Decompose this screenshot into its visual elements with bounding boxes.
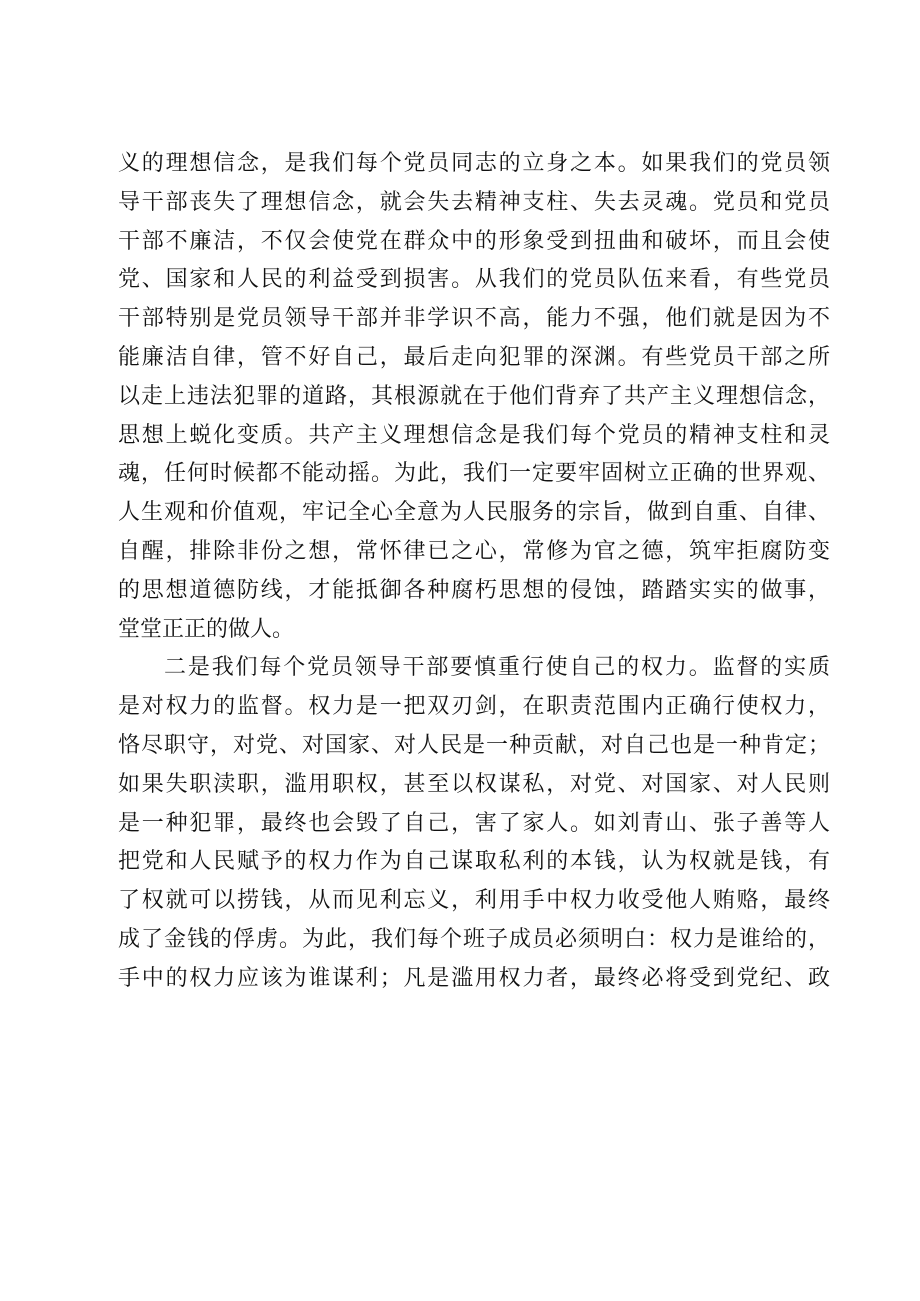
text-line: 以走上违法犯罪的道路，其根源就在于他们背弃了共产主义理想信念， [118,383,830,409]
text-line: 干部特别是党员领导干部并非学识不高，能力不强，他们就是因为不 [118,306,830,332]
text-line: 思想上蜕化变质。共产主义理想信念是我们每个党员的精神支柱和灵 [118,422,830,448]
text-line: 导干部丧失了理想信念，就会失去精神支柱、失去灵魂。党员和党员 [118,189,830,215]
text-line: 二是我们每个党员领导干部要慎重行使自己的权力。监督的实质 [164,655,830,681]
text-line: 义的理想信念，是我们每个党员同志的立身之本。如果我们的党员领 [118,151,830,176]
text-line: 干部不廉洁，不仅会使党在群众中的形象受到扭曲和破坏，而且会使 [118,228,830,254]
text-line: 手中的权力应该为谁谋利；凡是滥用权力者，最终必将受到党纪、政 [118,965,830,991]
text-line: 把党和人民赋予的权力作为自己谋取私利的本钱，认为权就是钱，有 [118,849,830,875]
text-line: 了权就可以捞钱，从而见利忘义，利用手中权力收受他人贿赂，最终 [118,888,830,914]
text-line: 如果失职渎职，滥用职权，甚至以权谋私，对党、对国家、对人民则 [118,771,830,797]
text-line: 恪尽职守，对党、对国家、对人民是一种贡献，对自己也是一种肯定； [118,732,830,758]
text-line: 堂堂正正的做人。 [118,616,295,642]
text-line: 是一种犯罪，最终也会毁了自己，害了家人。如刘青山、张子善等人 [118,810,830,836]
text-line: 人生观和价值观，牢记全心全意为人民服务的宗旨，做到自重、自律、 [118,500,830,526]
text-line: 党、国家和人民的利益受到损害。从我们的党员队伍来看，有些党员 [118,267,830,293]
text-line: 魂，任何时候都不能动摇。为此，我们一定要牢固树立正确的世界观、 [118,461,830,487]
text-line: 成了金钱的俘虏。为此，我们每个班子成员必须明白：权力是谁给的， [118,926,830,952]
text-line: 是对权力的监督。权力是一把双刃剑，在职责范围内正确行使权力， [118,694,830,720]
text-line: 自醒，排除非份之想，常怀律已之心，常修为官之德，筑牢拒腐防变 [118,538,830,564]
paragraph [118,649,830,998]
text-line: 能廉洁自律，管不好自己，最后走向犯罪的深渊。有些党员干部之所 [118,344,830,370]
text-line: 的思想道德防线，才能抵御各种腐朽思想的侵蚀，踏踏实实的做事， [118,577,830,603]
paragraph [118,145,830,649]
document-body [118,145,830,999]
